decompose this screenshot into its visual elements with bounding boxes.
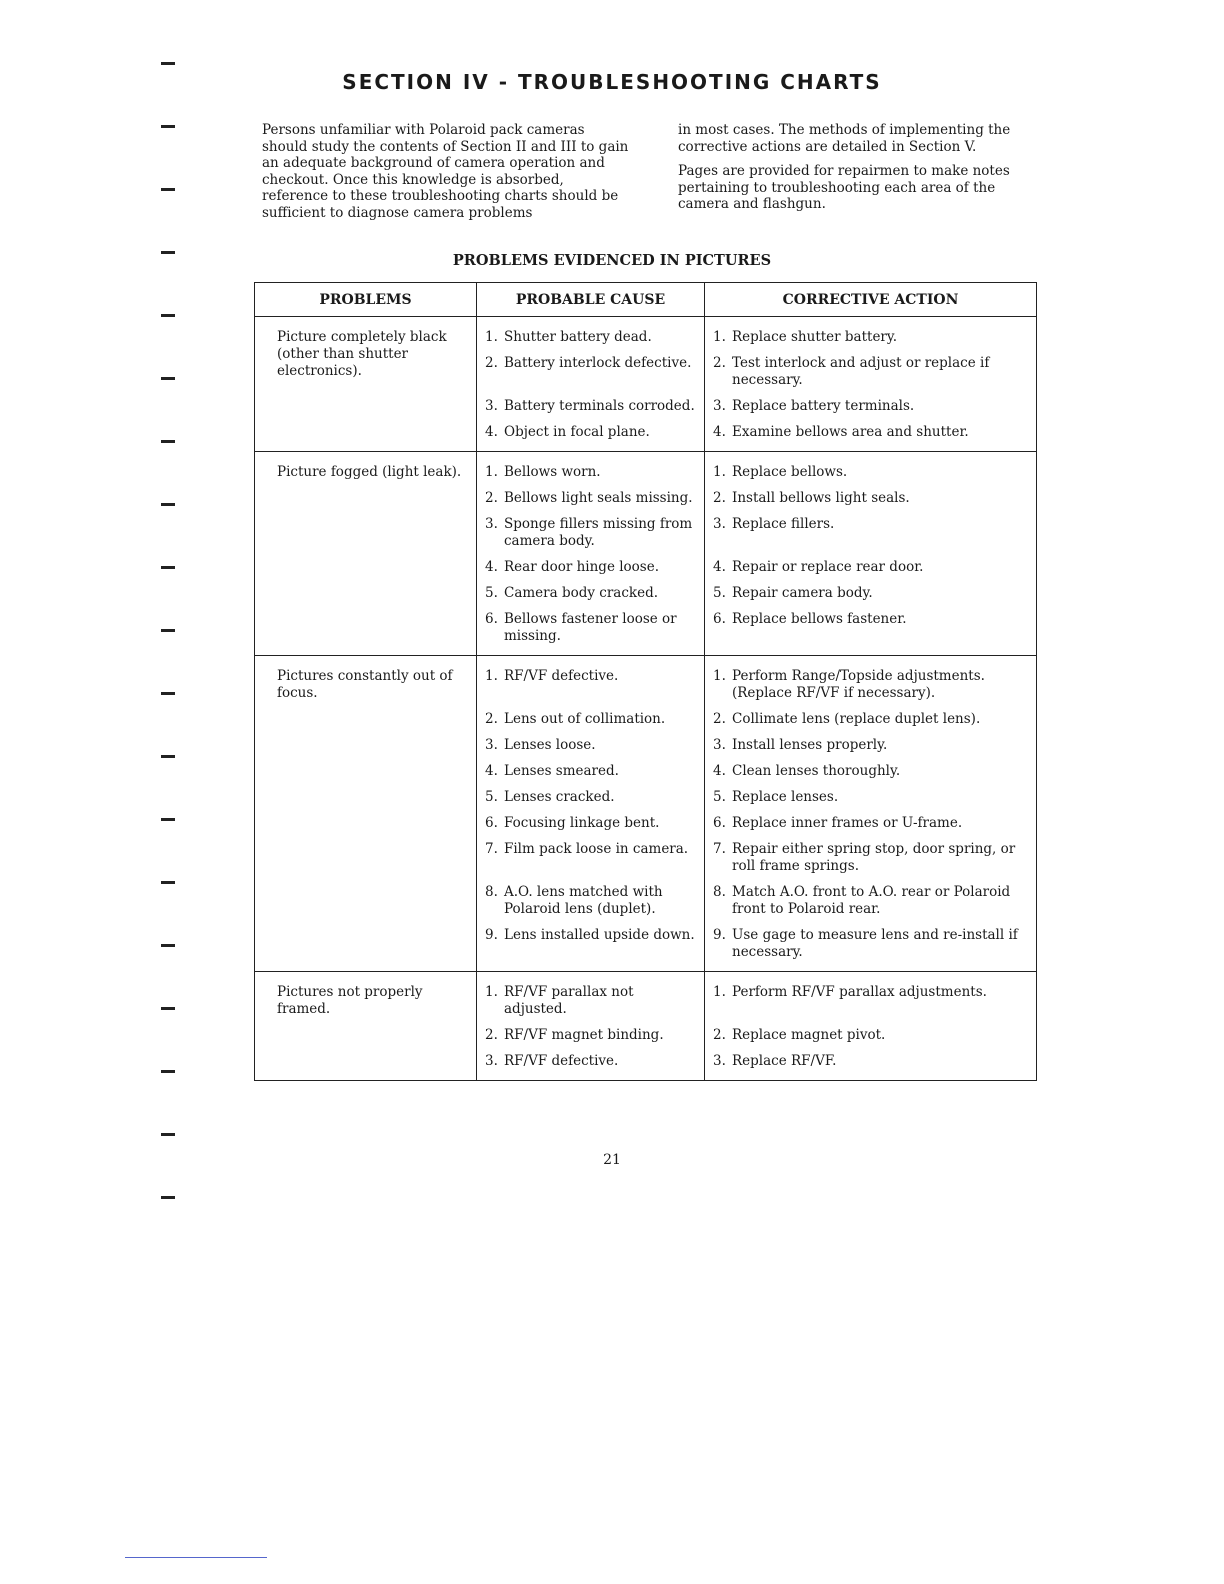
action-item-text: Replace shutter battery. xyxy=(732,329,898,345)
page-title: SECTION IV - TROUBLESHOOTING CHARTS xyxy=(342,70,882,94)
cause-item-text: Rear door hinge loose. xyxy=(504,559,659,575)
cause-item xyxy=(485,841,696,875)
cause-item xyxy=(485,490,696,507)
binder-mark xyxy=(161,818,175,821)
action-item-text: Match A.O. front to A.O. rear or Polaroid front to Polaroid rear. xyxy=(732,884,1011,917)
action-cell xyxy=(705,656,1037,972)
item-number: 1. xyxy=(485,668,498,684)
action-item-text: Replace lenses. xyxy=(732,789,839,805)
action-item xyxy=(713,559,1028,576)
cause-cell xyxy=(477,452,705,656)
cause-item-text: Sponge fillers missing from camera body. xyxy=(504,516,693,549)
action-item xyxy=(713,927,1028,961)
item-number: 2. xyxy=(485,1027,498,1043)
cause-item xyxy=(485,398,696,415)
item-number: 4. xyxy=(713,559,726,575)
item-number: 6. xyxy=(713,611,726,627)
item-number: 3. xyxy=(485,1053,498,1069)
cause-item xyxy=(485,464,696,481)
action-item-text: Replace bellows. xyxy=(732,464,848,480)
item-number: 1. xyxy=(713,984,726,1000)
binder-mark xyxy=(161,188,175,191)
cause-item-text: Bellows worn. xyxy=(504,464,601,480)
cause-cell xyxy=(477,317,705,452)
binder-mark xyxy=(161,440,175,443)
item-number: 2. xyxy=(713,355,726,371)
cause-item xyxy=(485,815,696,832)
item-number: 2. xyxy=(485,490,498,506)
chart-title: PROBLEMS EVIDENCED IN PICTURES xyxy=(452,252,772,269)
item-number: 7. xyxy=(485,841,498,857)
column-header-corrective-action: CORRECTIVE ACTION xyxy=(705,283,1037,317)
intro-paragraph: in most cases. The methods of implementing the corrective actions are detailed in Section V. xyxy=(678,122,1011,155)
action-item-text: Repair or replace rear door. xyxy=(732,559,924,575)
cause-item xyxy=(485,516,696,550)
column-header-problems: PROBLEMS xyxy=(255,283,477,317)
cause-item-text: Lens installed upside down. xyxy=(504,927,695,943)
item-number: 2. xyxy=(713,490,726,506)
cause-item-text: RF/VF magnet binding. xyxy=(504,1027,664,1043)
cause-item-text: Lenses cracked. xyxy=(504,789,615,805)
action-item-text: Perform Range/Topside adjustments. (Replace RF/VF if necessary). xyxy=(732,668,985,701)
item-number: 9. xyxy=(485,927,498,943)
action-item xyxy=(713,329,1028,346)
item-number: 5. xyxy=(485,789,498,805)
intro-left-column xyxy=(262,122,632,229)
binder-mark xyxy=(161,629,175,632)
binder-mark xyxy=(161,944,175,947)
problem-cell: Picture completely black (other than shutter electronics). xyxy=(255,317,477,452)
action-item-text: Replace battery terminals. xyxy=(732,398,915,414)
item-number: 9. xyxy=(713,927,726,943)
action-item-text: Install lenses properly. xyxy=(732,737,888,753)
cause-item xyxy=(485,585,696,602)
cause-item-text: RF/VF parallax not adjusted. xyxy=(504,984,634,1017)
item-number: 1. xyxy=(713,464,726,480)
action-item-text: Install bellows light seals. xyxy=(732,490,910,506)
item-number: 6. xyxy=(713,815,726,831)
table-row xyxy=(255,452,1037,656)
item-number: 8. xyxy=(713,884,726,900)
table-row xyxy=(255,972,1037,1081)
item-number: 2. xyxy=(713,1027,726,1043)
binder-mark xyxy=(161,1196,175,1199)
binder-mark xyxy=(161,125,175,128)
cause-item xyxy=(485,711,696,728)
action-cell xyxy=(705,452,1037,656)
action-item xyxy=(713,815,1028,832)
binder-mark xyxy=(161,314,175,317)
action-item-text: Clean lenses thoroughly. xyxy=(732,763,901,779)
intro-paragraph: Persons unfamiliar with Polaroid pack cameras should study the contents of Section II and III to gain an adequate background of camera operation and checkout. Once this knowledge is absorbed, reference to these troubleshooting charts should be sufficient to diagnose camera problems xyxy=(262,122,629,221)
cause-item-text: Camera body cracked. xyxy=(504,585,659,601)
table-header-row xyxy=(255,283,1037,317)
item-number: 2. xyxy=(485,355,498,371)
action-item-text: Replace RF/VF. xyxy=(732,1053,837,1069)
cause-item xyxy=(485,737,696,754)
table-row xyxy=(255,656,1037,972)
action-item-text: Use gage to measure lens and re-install if necessary. xyxy=(732,927,1018,960)
action-item-text: Repair camera body. xyxy=(732,585,873,601)
item-number: 4. xyxy=(713,763,726,779)
table-row xyxy=(255,317,1037,452)
item-number: 1. xyxy=(485,984,498,1000)
cause-item-text: Film pack loose in camera. xyxy=(504,841,689,857)
binder-mark xyxy=(161,692,175,695)
binder-mark xyxy=(161,1007,175,1010)
binder-mark xyxy=(161,1070,175,1073)
item-number: 5. xyxy=(713,585,726,601)
cause-item-text: RF/VF defective. xyxy=(504,1053,619,1069)
item-number: 4. xyxy=(485,559,498,575)
item-number: 3. xyxy=(713,1053,726,1069)
action-item xyxy=(713,490,1028,507)
action-item-text: Examine bellows area and shutter. xyxy=(732,424,969,440)
binder-mark xyxy=(161,1133,175,1136)
item-number: 3. xyxy=(713,737,726,753)
item-number: 4. xyxy=(713,424,726,440)
cause-item xyxy=(485,559,696,576)
action-item-text: Perform RF/VF parallax adjustments. xyxy=(732,984,987,1000)
action-item-text: Replace bellows fastener. xyxy=(732,611,907,627)
cause-item xyxy=(485,329,696,346)
intro-paragraph: Pages are provided for repairmen to make notes pertaining to troubleshooting each area of the camera and flashgun. xyxy=(678,163,1010,212)
problem-cell: Pictures not properly framed. xyxy=(255,972,477,1081)
action-item xyxy=(713,516,1028,550)
cause-item-text: Battery interlock defective. xyxy=(504,355,692,371)
action-item-text: Collimate lens (replace duplet lens). xyxy=(732,711,981,727)
action-item-text: Test interlock and adjust or replace if necessary. xyxy=(732,355,990,388)
item-number: 1. xyxy=(713,329,726,345)
cause-item-text: Lenses smeared. xyxy=(504,763,619,779)
item-number: 5. xyxy=(713,789,726,805)
action-item xyxy=(713,398,1028,415)
binder-mark xyxy=(161,881,175,884)
action-item xyxy=(713,464,1028,481)
cause-cell xyxy=(477,656,705,972)
cause-item-text: Battery terminals corroded. xyxy=(504,398,695,414)
action-item xyxy=(713,789,1028,806)
action-cell xyxy=(705,317,1037,452)
cause-item xyxy=(485,1027,696,1044)
cause-item xyxy=(485,1053,696,1070)
cause-item xyxy=(485,763,696,780)
cause-item-text: Object in focal plane. xyxy=(504,424,650,440)
item-number: 3. xyxy=(485,516,498,532)
action-item xyxy=(713,841,1028,875)
troubleshooting-table xyxy=(254,282,1037,1081)
cause-item xyxy=(485,789,696,806)
item-number: 3. xyxy=(485,398,498,414)
cause-cell xyxy=(477,972,705,1081)
action-item xyxy=(713,984,1028,1018)
item-number: 7. xyxy=(713,841,726,857)
footer-rule xyxy=(125,1557,267,1558)
action-cell xyxy=(705,972,1037,1081)
action-item-text: Replace magnet pivot. xyxy=(732,1027,886,1043)
cause-item-text: Focusing linkage bent. xyxy=(504,815,660,831)
cause-item xyxy=(485,611,696,645)
item-number: 5. xyxy=(485,585,498,601)
item-number: 6. xyxy=(485,815,498,831)
cause-item-text: Bellows light seals missing. xyxy=(504,490,693,506)
cause-item-text: Lens out of collimation. xyxy=(504,711,666,727)
cause-item-text: Shutter battery dead. xyxy=(504,329,652,345)
intro-right-column xyxy=(678,122,1028,221)
problem-cell: Picture fogged (light leak). xyxy=(255,452,477,656)
action-item xyxy=(713,763,1028,780)
action-item xyxy=(713,355,1028,389)
cause-item xyxy=(485,355,696,389)
binder-mark xyxy=(161,377,175,380)
action-item-text: Replace inner frames or U-frame. xyxy=(732,815,963,831)
action-item-text: Repair either spring stop, door spring, or roll frame springs. xyxy=(732,841,1016,874)
cause-item xyxy=(485,984,696,1018)
cause-item-text: RF/VF defective. xyxy=(504,668,619,684)
action-item xyxy=(713,1027,1028,1044)
item-number: 4. xyxy=(485,763,498,779)
cause-item-text: Lenses loose. xyxy=(504,737,596,753)
cause-item-text: A.O. lens matched with Polaroid lens (duplet). xyxy=(504,884,663,917)
item-number: 6. xyxy=(485,611,498,627)
action-item xyxy=(713,737,1028,754)
item-number: 3. xyxy=(713,516,726,532)
cause-item-text: Bellows fastener loose or missing. xyxy=(504,611,677,644)
binder-mark xyxy=(161,566,175,569)
binder-mark xyxy=(161,503,175,506)
page-number: 21 xyxy=(603,1152,621,1168)
item-number: 1. xyxy=(485,464,498,480)
item-number: 4. xyxy=(485,424,498,440)
item-number: 3. xyxy=(713,398,726,414)
item-number: 1. xyxy=(485,329,498,345)
action-item xyxy=(713,1053,1028,1070)
action-item xyxy=(713,884,1028,918)
binder-mark xyxy=(161,62,175,65)
item-number: 2. xyxy=(713,711,726,727)
action-item xyxy=(713,711,1028,728)
action-item xyxy=(713,668,1028,702)
cause-item xyxy=(485,668,696,702)
action-item xyxy=(713,585,1028,602)
item-number: 2. xyxy=(485,711,498,727)
problem-cell: Pictures constantly out of focus. xyxy=(255,656,477,972)
cause-item xyxy=(485,424,696,441)
action-item xyxy=(713,611,1028,645)
item-number: 1. xyxy=(713,668,726,684)
column-header-probable-cause: PROBABLE CAUSE xyxy=(477,283,705,317)
action-item xyxy=(713,424,1028,441)
item-number: 8. xyxy=(485,884,498,900)
binder-mark xyxy=(161,755,175,758)
item-number: 3. xyxy=(485,737,498,753)
cause-item xyxy=(485,884,696,918)
action-item-text: Replace fillers. xyxy=(732,516,835,532)
cause-item xyxy=(485,927,696,961)
